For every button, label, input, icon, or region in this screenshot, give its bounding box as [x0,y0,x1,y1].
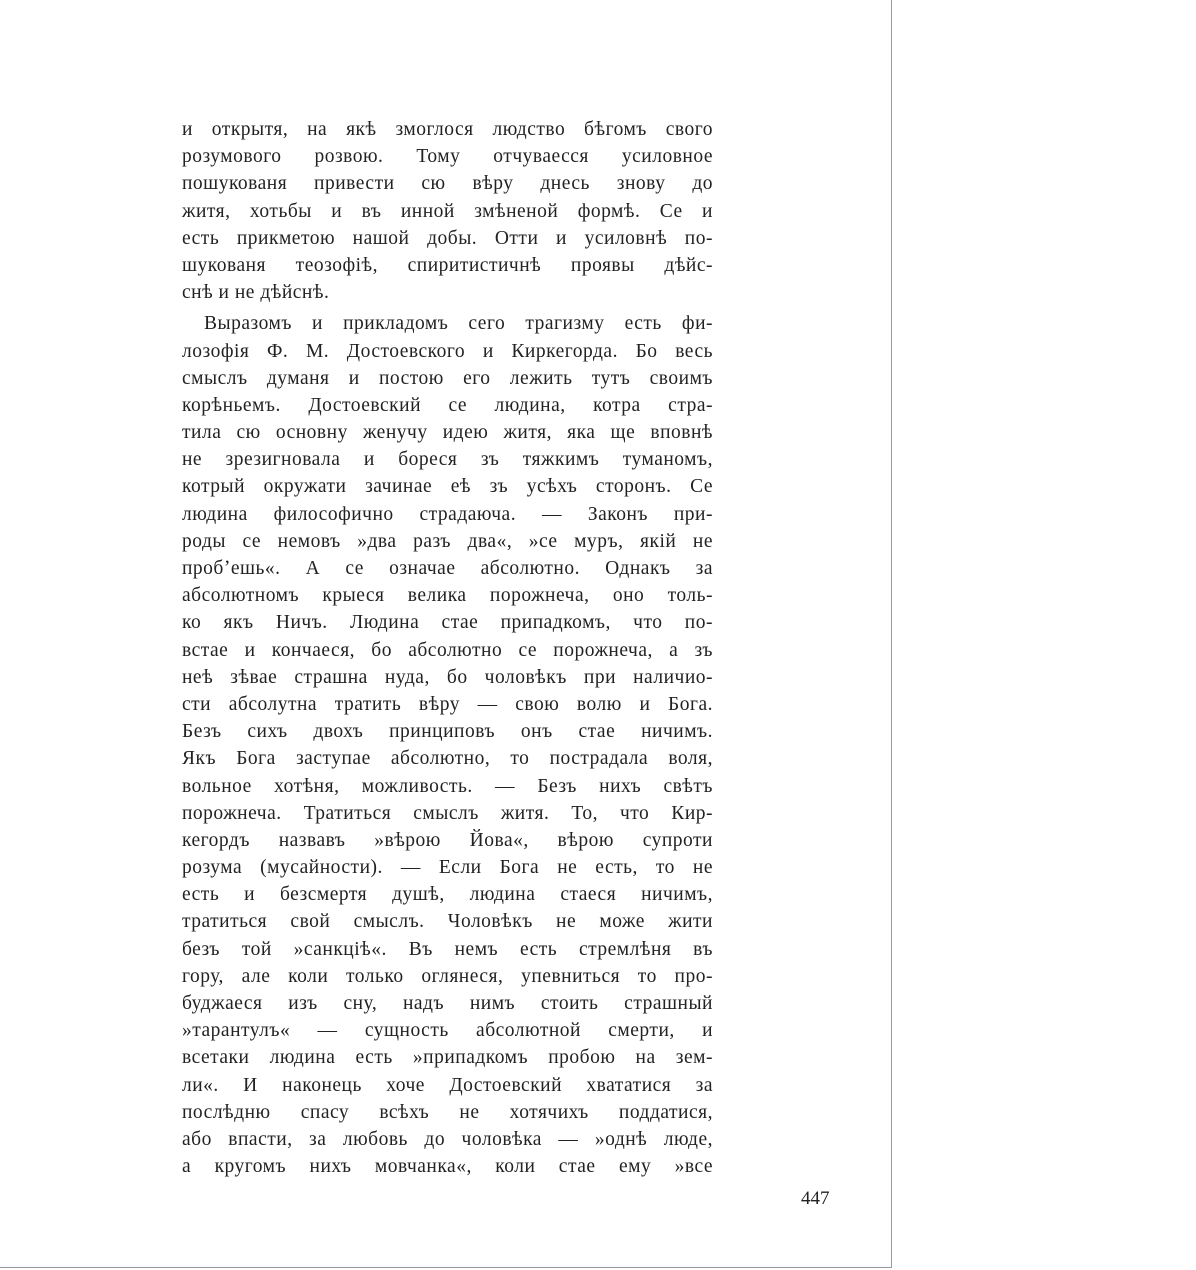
text-line: розума (мусайности). — Если Бога не есть, то не [182,857,713,879]
paragraph-2 [182,310,713,1180]
text-line: всетаки людина есть »припадкомъ пробою на зем- [182,1047,713,1069]
text-line: пробʼешь«. А се означае абсолютно. Однакъ за [182,558,713,579]
text-line: сти абсолутна тратить вѣру — свою волю и Бога. [182,693,713,715]
text-line: кегордъ назвавъ »вѣрою Йова«, вѣрою супроти [182,829,713,851]
text-line: людина философично страдаюча. — Законъ при- [182,503,713,525]
text-line: буджаеся изъ сну, надъ нимъ стоить страшный [182,993,713,1014]
text-line: роды се немовъ »два разъ два«, »се муръ, якій не [182,530,713,552]
text-line: порожнеча. Тратиться смыслъ житя. То, что Кир- [182,802,713,824]
text-line: смыслъ думаня и постою его лежить тутъ своимъ [182,367,713,389]
text-line: пошукованя привести сю вѣру днесь знову до [182,173,713,195]
text-line: Безъ сихъ двохъ принциповъ онъ стае ничимъ. [182,721,713,743]
text-line: лозофія Ф. М. Достоевского и Киркегорда. Бо весь [182,340,713,362]
text-line: неѣ зѣвае страшна нуда, бо чоловѣкъ при наличио- [182,666,713,688]
text-line: житя, хотьбы и въ инной змѣненой формѣ. Се и [182,200,713,222]
text-line: и открытя, на якѣ змоглося людство бѣгомъ свого [182,119,713,140]
text-line: гору, але коли только оглянеся, упевниться то про- [182,965,713,987]
text-line: а кругомъ нихъ мовчанка«, коли стае ему »все [182,1156,713,1178]
text-line: не зрезигновала и бореся зъ тяжкимъ туманомъ, [182,449,713,471]
text-line: або впасти, за любовь до чоловѣка — »однѣ люде, [182,1128,713,1150]
text-line: тратиться свой смыслъ. Чоловѣкъ не може жити [182,911,713,933]
page-number: 447 [801,1188,830,1209]
text-line: снѣ и не дѣйснѣ. [182,282,330,304]
text-line: »тарантулъ« — сущность абсолютной смерти, и [182,1020,713,1042]
body-text [182,116,713,1180]
text-line: абсолютномъ крыеся велика порожнеча, оно толь- [182,585,713,607]
text-line: встае и кончаеся, бо абсолютно се порожнеча, а зъ [182,639,713,661]
text-line: Якъ Бога заступае абсолютно, то пострадала воля, [182,748,713,770]
text-line: шукованя теозофіѣ, спиритистичнѣ проявы дѣйс- [182,254,713,276]
text-line: розумового розвою. Тому отчуваесся усиловное [182,146,713,168]
text-line: ко якъ Ничъ. Людина стае припадкомъ, что по- [182,612,713,634]
text-line: Выразомъ и прикладомъ сего трагизму есть фи- [204,313,713,335]
text-line: ли«. И наконець хоче Достоевский хвататися за [182,1074,713,1096]
text-line: послѣдню спасу всѣхъ не хотячихъ поддатися, [182,1101,713,1123]
text-line: есть прикметою нашой добы. Отти и усиловнѣ по- [182,227,713,249]
text-line: есть и безсмертя душѣ, людина стаеся ничимъ, [182,884,713,906]
text-line: котрый окружати зачинае еѣ зъ усѣхъ сторонъ. Се [182,476,713,498]
text-line: корѣньемъ. Достоевский се людина, котра стра- [182,394,713,416]
text-line: вольное хотѣня, можливость. — Безъ нихъ свѣтъ [182,775,713,797]
text-line: безъ той »санкціѣ«. Въ немъ есть стремлѣня въ [182,938,713,960]
paragraph-1 [182,116,713,306]
text-line: тила сю основну женучу идею житя, яка ще вповнѣ [182,422,713,444]
